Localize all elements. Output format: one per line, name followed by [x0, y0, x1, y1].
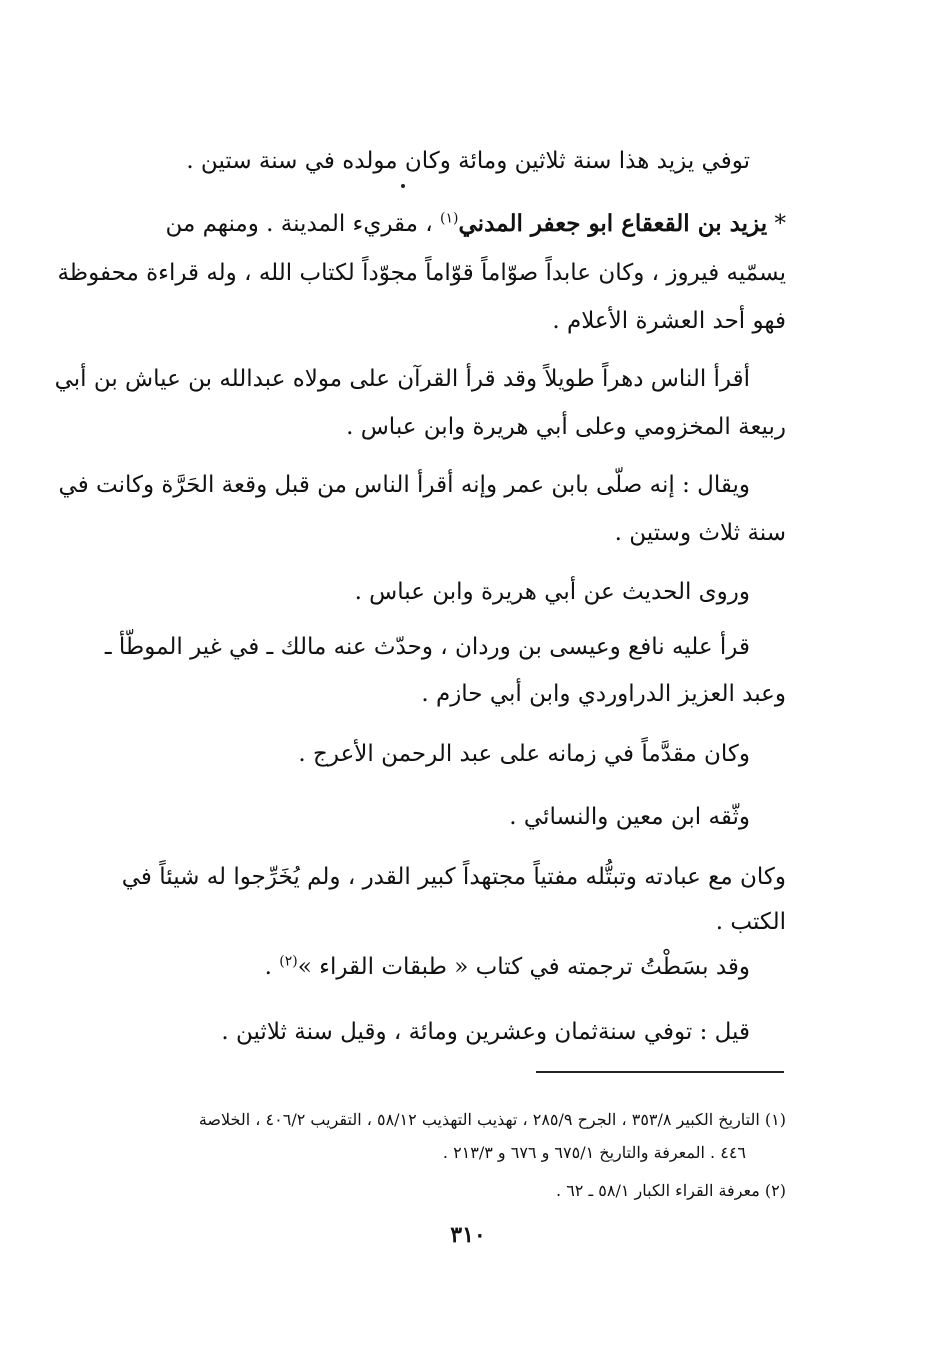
footnote-2: (٢) معرفة القراء الكبار ٥٨/١ ـ ٦٢ . — [556, 1181, 786, 1200]
entry-rest: ، مقريء المدينة . ومنهم من — [165, 211, 433, 237]
text-line-15: الكتب . — [715, 909, 786, 935]
footnote-ref-2: (٢) — [279, 953, 298, 970]
text-line-16 — [265, 950, 750, 984]
text-line-11: وعبد العزيز الدراوردي وابن أبي حازم . — [421, 681, 786, 707]
text-line-4: فهو أحد العشرة الأعلام . — [552, 308, 786, 334]
entry-name: يزيد بن القعقاع ابو جعفر المدني — [458, 210, 768, 237]
text-line-5: أقرأ الناس دهراً طويلاً وقد قرأ القرآن على مولاه عبدالله بن عياش بن أبي — [54, 366, 750, 392]
book-reference-text: وقد بسَطْتُ ترجمته في كتاب « طبقات القراء » — [297, 954, 750, 980]
sentence-end: . — [264, 954, 272, 980]
text-line-7: ويقال : إنه صلّى بابن عمر وإنه أقرأ الناس من قبل وقعة الحَرَّة وكانت في — [58, 472, 750, 498]
entry-heading-line — [165, 207, 786, 241]
footnote-ref-1: (١) — [440, 210, 459, 227]
text-line-17: قيل : توفي سنةثمان وعشرين ومائة ، وقيل سنة ثلاثين . — [221, 1019, 750, 1045]
text-line-6: ربيعة المخزومي وعلى أبي هريرة وابن عباس . — [346, 414, 786, 440]
text-line-1: توفي يزيد هذا سنة ثلاثين ومائة وكان مولده في سنة ستين . — [186, 148, 750, 174]
footnote-1-line-2: ٤٤٦ . المعرفة والتاريخ ٦٧٥/١ و ٦٧٦ و ٢١٣/٣ . — [442, 1143, 746, 1162]
footnote-1-line-1: (١) التاريخ الكبير ٣٥٣/٨ ، الجرح ٢٨٥/٩ ، تهذيب التهذيب ٥٨/١٢ ، التقريب ٤٠٦/٢ ، الخلاصة — [198, 1110, 786, 1129]
footnote-separator — [536, 1071, 784, 1073]
text-line-13: وثّقه ابن معين والنسائي . — [509, 804, 750, 830]
text-line-8: سنة ثلاث وستين . — [614, 520, 786, 546]
text-line-12: وكان مقدَّماً في زمانه على عبد الرحمن الأعرج . — [298, 741, 750, 767]
text-line-10: قرأ عليه نافع وعيسى بن وردان ، وحدّث عنه مالك ـ في غير الموطّأ ـ — [104, 634, 750, 660]
text-line-14: وكان مع عبادته وتبتُّله مفتياً مجتهداً كبير القدر ، ولم يُخَرِّجوا له شيئاً في — [121, 864, 786, 890]
text-line-3: يسمّيه فيروز ، وكان عابداً صوّاماً قوّاماً مجوّداً لكتاب الله ، وله قراءة محفوظة — [57, 260, 786, 286]
entry-marker: * — [774, 211, 786, 237]
stray-dot — [401, 184, 405, 188]
text-line-9: وروى الحديث عن أبي هريرة وابن عباس . — [354, 579, 750, 605]
page-number: ٣١٠ — [450, 1222, 486, 1248]
